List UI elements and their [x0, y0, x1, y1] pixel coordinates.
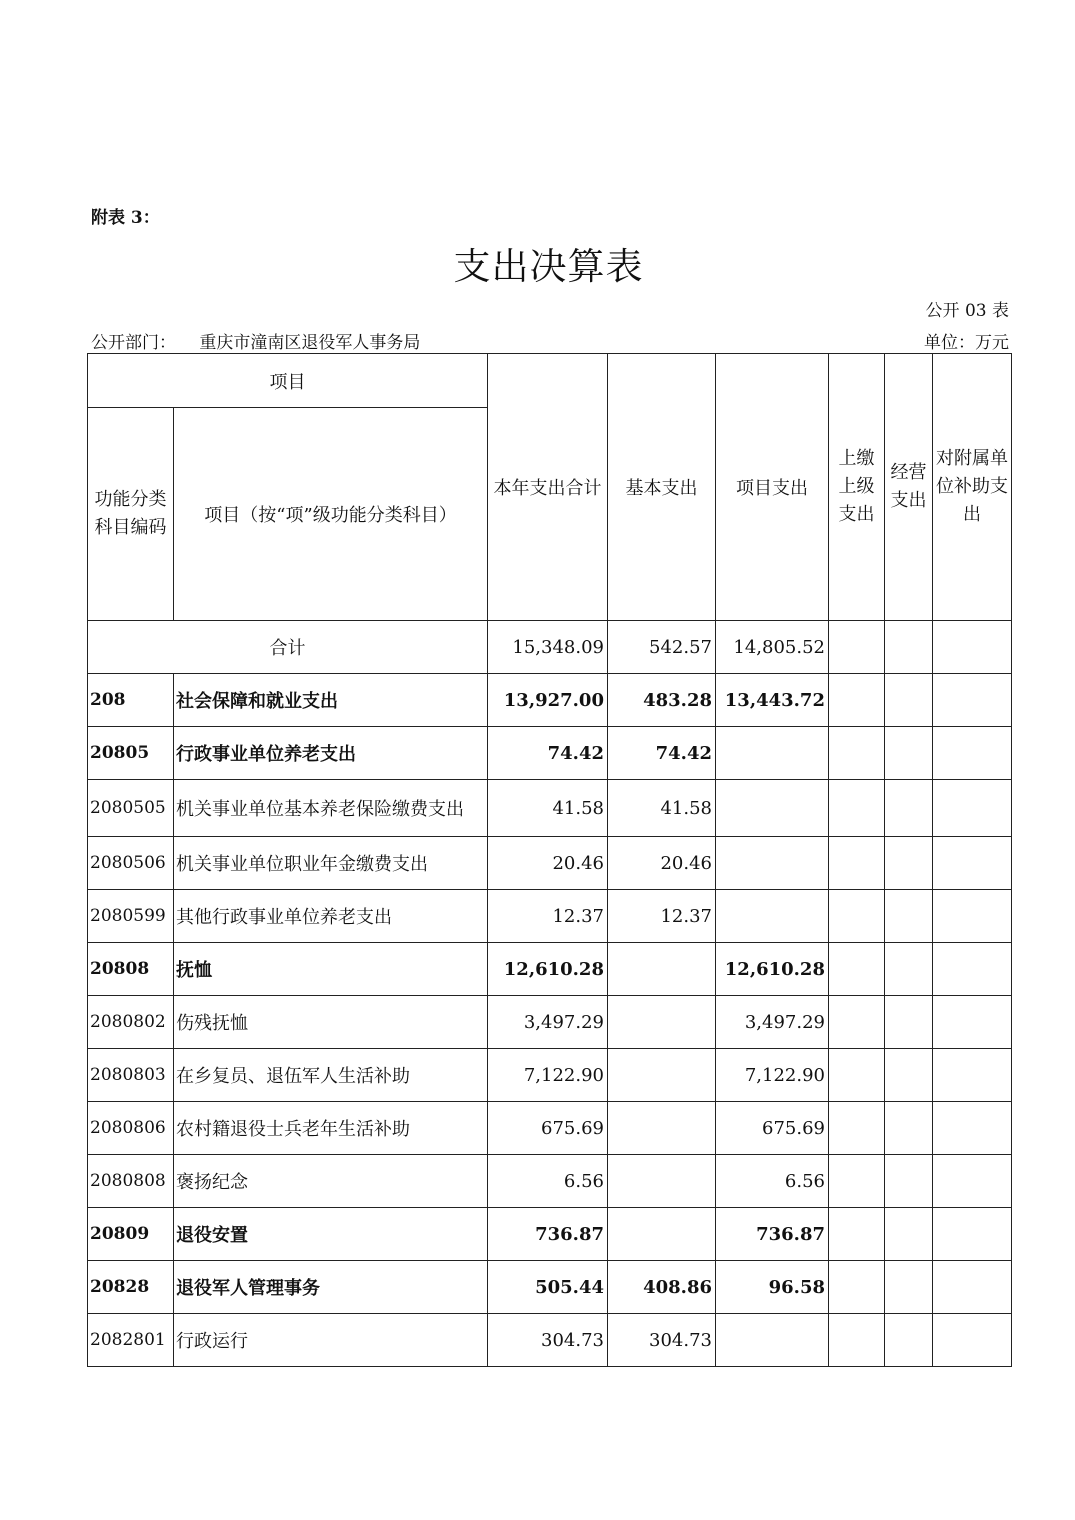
row-subsidy — [933, 1049, 1012, 1102]
row-name: 农村籍退役士兵老年生活补助 — [174, 1102, 488, 1155]
row-upper — [829, 780, 885, 837]
row-business — [885, 674, 933, 727]
page-title: 支出决算表 — [453, 245, 644, 288]
row-code: 2080808 — [88, 1155, 174, 1208]
department-label: 公开部门： — [91, 333, 176, 353]
row-name: 在乡复员、退伍军人生活补助 — [174, 1049, 488, 1102]
row-subsidy — [933, 1261, 1012, 1314]
row-project: 6.56 — [716, 1155, 829, 1208]
table-row — [88, 1208, 1012, 1261]
upper-payment-header: 上缴上级支出 — [829, 354, 885, 621]
summary-business — [885, 621, 933, 674]
row-project: 3,497.29 — [716, 996, 829, 1049]
row-name: 机关事业单位基本养老保险缴费支出 — [174, 780, 488, 837]
project-expense-header: 项目支出 — [716, 354, 829, 621]
row-subsidy — [933, 1155, 1012, 1208]
row-project — [716, 890, 829, 943]
row-code: 2080802 — [88, 996, 174, 1049]
table-row — [88, 674, 1012, 727]
total-header: 本年支出合计 — [488, 354, 608, 621]
row-project: 12,610.28 — [716, 943, 829, 996]
table-row — [88, 727, 1012, 780]
row-total: 3,497.29 — [488, 996, 608, 1049]
row-basic: 304.73 — [608, 1314, 716, 1367]
table-row — [88, 1261, 1012, 1314]
row-total: 41.58 — [488, 780, 608, 837]
row-total: 12,610.28 — [488, 943, 608, 996]
row-basic: 408.86 — [608, 1261, 716, 1314]
row-business — [885, 1102, 933, 1155]
row-upper — [829, 1155, 885, 1208]
row-upper — [829, 727, 885, 780]
table-row — [88, 1155, 1012, 1208]
row-basic — [608, 1155, 716, 1208]
row-subsidy — [933, 1102, 1012, 1155]
business-expense-header: 经营支出 — [885, 354, 933, 621]
name-header: 项目（按“项”级功能分类科目） — [174, 408, 488, 621]
row-upper — [829, 837, 885, 890]
row-name: 行政运行 — [174, 1314, 488, 1367]
row-subsidy — [933, 837, 1012, 890]
row-business — [885, 996, 933, 1049]
row-basic — [608, 1102, 716, 1155]
row-business — [885, 1049, 933, 1102]
row-total: 675.69 — [488, 1102, 608, 1155]
row-upper — [829, 996, 885, 1049]
summary-project: 14,805.52 — [716, 621, 829, 674]
row-basic — [608, 1049, 716, 1102]
row-basic — [608, 1208, 716, 1261]
row-basic — [608, 943, 716, 996]
row-basic: 12.37 — [608, 890, 716, 943]
row-business — [885, 1314, 933, 1367]
row-name: 行政事业单位养老支出 — [174, 727, 488, 780]
attachment-label: 附表 3： — [91, 208, 160, 228]
row-subsidy — [933, 890, 1012, 943]
row-code: 20805 — [88, 727, 174, 780]
row-code: 2080599 — [88, 890, 174, 943]
row-project — [716, 837, 829, 890]
table-row — [88, 1102, 1012, 1155]
row-code: 2080806 — [88, 1102, 174, 1155]
table-number: 公开 03 表 — [925, 301, 1009, 321]
row-business — [885, 943, 933, 996]
expenditure-table — [87, 353, 1012, 1367]
row-subsidy — [933, 943, 1012, 996]
row-project: 7,122.90 — [716, 1049, 829, 1102]
header-row-1 — [88, 354, 1012, 408]
row-code: 208 — [88, 674, 174, 727]
row-total: 20.46 — [488, 837, 608, 890]
row-code: 20808 — [88, 943, 174, 996]
summary-total: 15,348.09 — [488, 621, 608, 674]
row-subsidy — [933, 996, 1012, 1049]
summary-row — [88, 621, 1012, 674]
row-project: 736.87 — [716, 1208, 829, 1261]
row-name: 退役安置 — [174, 1208, 488, 1261]
row-code: 2082801 — [88, 1314, 174, 1367]
department-name: 重庆市潼南区退役军人事务局 — [199, 333, 421, 353]
row-project — [716, 1314, 829, 1367]
row-business — [885, 1261, 933, 1314]
summary-basic: 542.57 — [608, 621, 716, 674]
row-subsidy — [933, 1208, 1012, 1261]
row-total: 304.73 — [488, 1314, 608, 1367]
row-code: 2080506 — [88, 837, 174, 890]
row-business — [885, 837, 933, 890]
row-name: 其他行政事业单位养老支出 — [174, 890, 488, 943]
row-code: 2080505 — [88, 780, 174, 837]
row-total: 7,122.90 — [488, 1049, 608, 1102]
row-total: 736.87 — [488, 1208, 608, 1261]
summary-upper — [829, 621, 885, 674]
row-business — [885, 780, 933, 837]
row-upper — [829, 1261, 885, 1314]
row-total: 74.42 — [488, 727, 608, 780]
row-basic: 41.58 — [608, 780, 716, 837]
row-upper — [829, 1049, 885, 1102]
row-upper — [829, 943, 885, 996]
row-subsidy — [933, 674, 1012, 727]
row-upper — [829, 1314, 885, 1367]
table-row — [88, 943, 1012, 996]
row-subsidy — [933, 1314, 1012, 1367]
row-total: 505.44 — [488, 1261, 608, 1314]
row-code: 2080803 — [88, 1049, 174, 1102]
row-business — [885, 890, 933, 943]
row-total: 6.56 — [488, 1155, 608, 1208]
row-project: 675.69 — [716, 1102, 829, 1155]
row-name: 退役军人管理事务 — [174, 1261, 488, 1314]
table-row — [88, 1049, 1012, 1102]
subsidy-header: 对附属单位补助支出 — [933, 354, 1012, 621]
department-line — [91, 328, 420, 353]
row-subsidy — [933, 780, 1012, 837]
row-name: 伤残抚恤 — [174, 996, 488, 1049]
row-business — [885, 727, 933, 780]
table-row — [88, 1314, 1012, 1367]
row-name: 抚恤 — [174, 943, 488, 996]
basic-header: 基本支出 — [608, 354, 716, 621]
summary-subsidy — [933, 621, 1012, 674]
row-project: 96.58 — [716, 1261, 829, 1314]
row-total: 12.37 — [488, 890, 608, 943]
row-basic — [608, 996, 716, 1049]
row-name: 机关事业单位职业年金缴费支出 — [174, 837, 488, 890]
row-subsidy — [933, 727, 1012, 780]
table-row — [88, 890, 1012, 943]
row-project: 13,443.72 — [716, 674, 829, 727]
unit-label: 单位：万元 — [924, 333, 1009, 353]
row-business — [885, 1208, 933, 1261]
summary-label: 合计 — [88, 621, 488, 674]
row-project — [716, 780, 829, 837]
row-code: 20828 — [88, 1261, 174, 1314]
table-row — [88, 996, 1012, 1049]
row-upper — [829, 674, 885, 727]
row-name: 褒扬纪念 — [174, 1155, 488, 1208]
row-name: 社会保障和就业支出 — [174, 674, 488, 727]
row-upper — [829, 1102, 885, 1155]
row-basic: 483.28 — [608, 674, 716, 727]
table-row — [88, 780, 1012, 837]
code-header: 功能分类科目编码 — [88, 408, 174, 621]
table-body — [88, 354, 1012, 1367]
row-total: 13,927.00 — [488, 674, 608, 727]
row-basic: 20.46 — [608, 837, 716, 890]
row-business — [885, 1155, 933, 1208]
row-code: 20809 — [88, 1208, 174, 1261]
table-row — [88, 837, 1012, 890]
project-header: 项目 — [88, 354, 488, 408]
row-basic: 74.42 — [608, 727, 716, 780]
row-upper — [829, 1208, 885, 1261]
row-upper — [829, 890, 885, 943]
row-project — [716, 727, 829, 780]
